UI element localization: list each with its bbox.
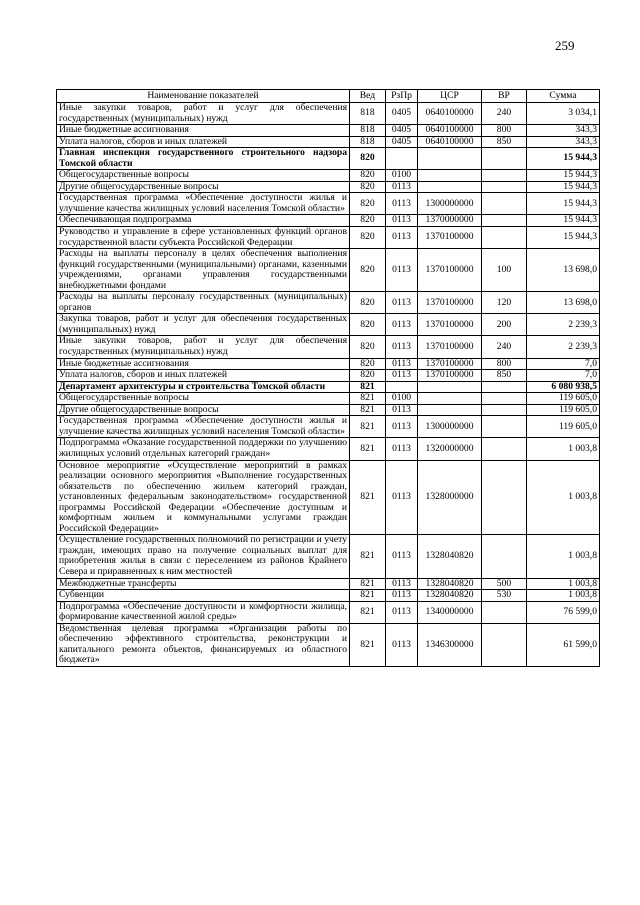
cell-rzpr: 0113 <box>386 578 418 590</box>
cell-sum: 15 944,3 <box>527 215 600 227</box>
cell-name: Руководство и управление в сфере установленных функций органов государственной власти субъекта Российской Федерации <box>57 227 350 249</box>
cell-rzpr: 0405 <box>386 103 418 125</box>
cell-ved: 820 <box>350 193 386 215</box>
cell-rzpr: 0405 <box>386 125 418 137</box>
cell-sum: 343,3 <box>527 125 600 137</box>
cell-ved: 821 <box>350 623 386 666</box>
cell-vr: 120 <box>482 292 527 314</box>
cell-sum: 13 698,0 <box>527 249 600 292</box>
cell-ved: 820 <box>350 292 386 314</box>
cell-name: Уплата налогов, сборов и иных платежей <box>57 136 350 148</box>
cell-vr <box>482 227 527 249</box>
table-row <box>57 578 600 590</box>
table-row <box>57 148 600 170</box>
table-row <box>57 227 600 249</box>
cell-name: Расходы на выплаты персоналу в целях обеспечения выполнения функций государственными (муниципальными) органами, казенными учреждениями, органами управления государственными внебюджетными фондами <box>57 249 350 292</box>
cell-sum: 7,0 <box>527 370 600 382</box>
cell-csr <box>418 381 482 393</box>
table-row <box>57 358 600 370</box>
cell-vr <box>482 193 527 215</box>
cell-name: Государственная программа «Обеспечение доступности жилья и улучшение качества жилищных условий населения Томской области» <box>57 193 350 215</box>
cell-name: Расходы на выплаты персоналу государственных (муниципальных) органов <box>57 292 350 314</box>
cell-vr <box>482 623 527 666</box>
cell-csr: 1370100000 <box>418 249 482 292</box>
cell-ved: 821 <box>350 381 386 393</box>
table-row <box>57 623 600 666</box>
cell-name: Подпрограмма «Оказание государственной поддержки по улучшению жилищных условий отдельных категорий граждан» <box>57 438 350 460</box>
cell-name: Ведомственная целевая программа «Организация работы по обеспечению эффективного строительства, реконструкции и капитального ремонта объектов, финансируемых из областного бюджета» <box>57 623 350 666</box>
cell-ved: 820 <box>350 148 386 170</box>
cell-vr: 100 <box>482 249 527 292</box>
table-row <box>57 136 600 148</box>
cell-csr <box>418 393 482 405</box>
cell-csr: 0640100000 <box>418 125 482 137</box>
cell-rzpr: 0113 <box>386 460 418 535</box>
page-number: 259 <box>555 38 575 53</box>
cell-name: Государственная программа «Обеспечение доступности жилья и улучшение качества жилищных условий населения Томской области» <box>57 416 350 438</box>
table-row <box>57 601 600 623</box>
cell-sum: 76 599,0 <box>527 601 600 623</box>
cell-ved: 820 <box>350 181 386 193</box>
cell-rzpr: 0113 <box>386 590 418 602</box>
table-row <box>57 336 600 358</box>
table-row <box>57 193 600 215</box>
cell-vr: 850 <box>482 136 527 148</box>
cell-vr <box>482 393 527 405</box>
cell-rzpr <box>386 148 418 170</box>
table-row <box>57 590 600 602</box>
cell-name: Межбюджетные трансферты <box>57 578 350 590</box>
header-rzpr: РзПр <box>386 90 418 103</box>
cell-rzpr: 0100 <box>386 393 418 405</box>
cell-sum: 2 239,3 <box>527 336 600 358</box>
cell-name: Основное мероприятие «Осуществление мероприятий в рамках реализации основного мероприятия «Выполнение государственных обязательств по обеспечению жильем категорий граждан, установленных федеральным законодательством» государственной программы Российской Федерации «Обеспечение доступным и комфортным жильем и коммунальными услугами граждан Российской Федерации» <box>57 460 350 535</box>
cell-vr <box>482 148 527 170</box>
cell-vr: 850 <box>482 370 527 382</box>
cell-rzpr: 0113 <box>386 601 418 623</box>
cell-ved: 820 <box>350 249 386 292</box>
cell-ved: 821 <box>350 404 386 416</box>
cell-csr: 1300000000 <box>418 416 482 438</box>
cell-sum: 119 605,0 <box>527 416 600 438</box>
cell-vr: 240 <box>482 336 527 358</box>
cell-csr: 1328040820 <box>418 578 482 590</box>
cell-name: Департамент архитектуры и строительства Томской области <box>57 381 350 393</box>
cell-vr: 800 <box>482 125 527 137</box>
cell-rzpr: 0100 <box>386 170 418 182</box>
cell-sum: 1 003,8 <box>527 590 600 602</box>
header-csr: ЦСР <box>418 90 482 103</box>
cell-sum: 15 944,3 <box>527 148 600 170</box>
cell-sum: 119 605,0 <box>527 393 600 405</box>
table-row <box>57 416 600 438</box>
cell-csr: 1370100000 <box>418 336 482 358</box>
header-vr: ВР <box>482 90 527 103</box>
cell-ved: 818 <box>350 136 386 148</box>
cell-sum: 343,3 <box>527 136 600 148</box>
cell-rzpr: 0113 <box>386 623 418 666</box>
cell-vr <box>482 601 527 623</box>
cell-csr: 1328000000 <box>418 460 482 535</box>
cell-csr: 0640100000 <box>418 136 482 148</box>
table-row <box>57 103 600 125</box>
header-ved: Вед <box>350 90 386 103</box>
cell-rzpr: 0113 <box>386 215 418 227</box>
cell-csr: 1300000000 <box>418 193 482 215</box>
cell-name: Осуществление государственных полномочий по регистрации и учету граждан, имеющих право на получение социальных выплат для приобретения жилья в связи с переселением из районов Крайнего Севера и приравненных к ним местностей <box>57 535 350 578</box>
table-row <box>57 370 600 382</box>
cell-vr: 800 <box>482 358 527 370</box>
cell-vr <box>482 460 527 535</box>
cell-sum: 15 944,3 <box>527 181 600 193</box>
table-row <box>57 381 600 393</box>
table-row <box>57 438 600 460</box>
cell-vr <box>482 181 527 193</box>
cell-ved: 820 <box>350 215 386 227</box>
cell-csr <box>418 170 482 182</box>
cell-csr <box>418 148 482 170</box>
cell-csr: 1328040820 <box>418 590 482 602</box>
cell-name: Обеспечивающая подпрограмма <box>57 215 350 227</box>
cell-name: Другие общегосударственные вопросы <box>57 181 350 193</box>
table-row <box>57 460 600 535</box>
table-row <box>57 181 600 193</box>
cell-name: Иные закупки товаров, работ и услуг для обеспечения государственных (муниципальных) нужд <box>57 336 350 358</box>
cell-sum: 61 599,0 <box>527 623 600 666</box>
cell-vr <box>482 381 527 393</box>
cell-name: Общегосударственные вопросы <box>57 393 350 405</box>
cell-sum: 1 003,8 <box>527 438 600 460</box>
cell-ved: 821 <box>350 601 386 623</box>
cell-csr <box>418 181 482 193</box>
table-row <box>57 249 600 292</box>
cell-ved: 820 <box>350 370 386 382</box>
cell-ved: 821 <box>350 416 386 438</box>
cell-rzpr: 0113 <box>386 336 418 358</box>
cell-sum: 13 698,0 <box>527 292 600 314</box>
cell-ved: 820 <box>350 314 386 336</box>
table-header-row <box>57 90 600 103</box>
cell-ved: 821 <box>350 438 386 460</box>
cell-name: Иные закупки товаров, работ и услуг для обеспечения государственных (муниципальных) нужд <box>57 103 350 125</box>
cell-csr: 0640100000 <box>418 103 482 125</box>
table-row <box>57 170 600 182</box>
cell-rzpr: 0113 <box>386 314 418 336</box>
cell-rzpr: 0113 <box>386 404 418 416</box>
cell-vr <box>482 535 527 578</box>
header-sum: Сумма <box>527 90 600 103</box>
cell-csr: 1340000000 <box>418 601 482 623</box>
cell-rzpr: 0113 <box>386 416 418 438</box>
cell-sum: 1 003,8 <box>527 578 600 590</box>
cell-name: Подпрограмма «Обеспечение доступности и комфортности жилища, формирование качественной жилой среды» <box>57 601 350 623</box>
cell-ved: 820 <box>350 358 386 370</box>
table-row <box>57 314 600 336</box>
cell-rzpr: 0113 <box>386 358 418 370</box>
cell-rzpr: 0113 <box>386 370 418 382</box>
cell-name: Общегосударственные вопросы <box>57 170 350 182</box>
cell-sum: 1 003,8 <box>527 460 600 535</box>
cell-sum: 15 944,3 <box>527 170 600 182</box>
cell-sum: 3 034,1 <box>527 103 600 125</box>
cell-vr <box>482 404 527 416</box>
cell-vr: 200 <box>482 314 527 336</box>
cell-rzpr: 0405 <box>386 136 418 148</box>
budget-table <box>56 89 600 667</box>
cell-ved: 818 <box>350 103 386 125</box>
table-row <box>57 292 600 314</box>
cell-name: Иные бюджетные ассигнования <box>57 358 350 370</box>
cell-name: Уплата налогов, сборов и иных платежей <box>57 370 350 382</box>
cell-sum: 119 605,0 <box>527 404 600 416</box>
table-row <box>57 215 600 227</box>
cell-rzpr: 0113 <box>386 292 418 314</box>
cell-sum: 2 239,3 <box>527 314 600 336</box>
cell-vr: 240 <box>482 103 527 125</box>
cell-csr: 1370100000 <box>418 292 482 314</box>
cell-name: Другие общегосударственные вопросы <box>57 404 350 416</box>
cell-sum: 15 944,3 <box>527 193 600 215</box>
table-row <box>57 393 600 405</box>
cell-ved: 820 <box>350 170 386 182</box>
header-name: Наименование показателей <box>57 90 350 103</box>
cell-ved: 821 <box>350 578 386 590</box>
cell-vr <box>482 170 527 182</box>
cell-csr: 1370100000 <box>418 227 482 249</box>
cell-ved: 821 <box>350 590 386 602</box>
cell-rzpr: 0113 <box>386 181 418 193</box>
cell-ved: 818 <box>350 125 386 137</box>
cell-csr: 1370100000 <box>418 370 482 382</box>
cell-name: Субвенции <box>57 590 350 602</box>
cell-ved: 820 <box>350 336 386 358</box>
cell-csr: 1370100000 <box>418 358 482 370</box>
cell-ved: 821 <box>350 535 386 578</box>
table-body <box>57 103 600 667</box>
table-row <box>57 125 600 137</box>
table-row <box>57 404 600 416</box>
cell-vr: 530 <box>482 590 527 602</box>
cell-vr: 500 <box>482 578 527 590</box>
cell-rzpr <box>386 381 418 393</box>
cell-vr <box>482 416 527 438</box>
cell-csr: 1320000000 <box>418 438 482 460</box>
cell-rzpr: 0113 <box>386 227 418 249</box>
cell-csr <box>418 404 482 416</box>
cell-sum: 7,0 <box>527 358 600 370</box>
cell-name: Главная инспекция государственного строительного надзора Томской области <box>57 148 350 170</box>
cell-sum: 1 003,8 <box>527 535 600 578</box>
cell-rzpr: 0113 <box>386 193 418 215</box>
cell-csr: 1346300000 <box>418 623 482 666</box>
cell-rzpr: 0113 <box>386 535 418 578</box>
cell-name: Закупка товаров, работ и услуг для обеспечения государственных (муниципальных) нужд <box>57 314 350 336</box>
cell-csr: 1370000000 <box>418 215 482 227</box>
cell-csr: 1370100000 <box>418 314 482 336</box>
table-row <box>57 535 600 578</box>
cell-sum: 15 944,3 <box>527 227 600 249</box>
cell-rzpr: 0113 <box>386 249 418 292</box>
cell-sum: 6 080 938,5 <box>527 381 600 393</box>
cell-vr <box>482 438 527 460</box>
cell-ved: 821 <box>350 393 386 405</box>
cell-rzpr: 0113 <box>386 438 418 460</box>
cell-vr <box>482 215 527 227</box>
cell-ved: 821 <box>350 460 386 535</box>
cell-ved: 820 <box>350 227 386 249</box>
cell-name: Иные бюджетные ассигнования <box>57 125 350 137</box>
cell-csr: 1328040820 <box>418 535 482 578</box>
